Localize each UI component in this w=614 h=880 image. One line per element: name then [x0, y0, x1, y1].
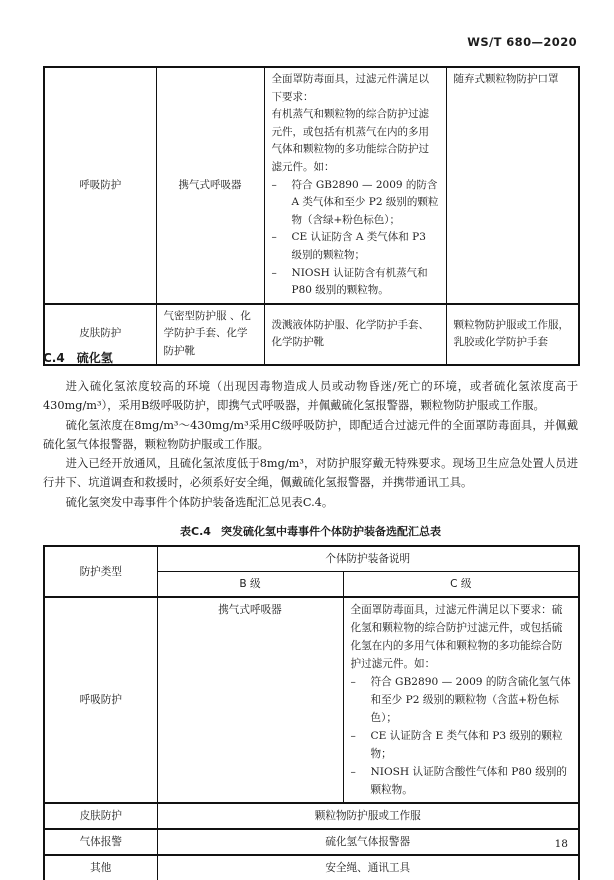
table-row-other: [44, 855, 579, 880]
cell-level-b: 气密型防护服 、化学防护手套、化学防护靴: [156, 304, 264, 365]
paragraph: 硫化氢突发中毒事件个体防护装备选配汇总见表C.4。: [65, 495, 334, 509]
table-row-respiratory: [44, 597, 579, 803]
cell-protection-type: 其他: [44, 855, 157, 880]
header-level-b: B 级: [157, 572, 343, 598]
level-c-requirement: 全面罩防毒面具，过滤元件满足以下要求：硫化氢和颗粒物的综合防护过滤元件，或包括硫化氢在内的多用气体和颗粒物的多功能综合防护过滤元件。如：: [350, 604, 563, 670]
cell-level-c: [264, 67, 446, 304]
page-number: 18: [554, 838, 568, 850]
table-c4: [43, 545, 580, 880]
bullet-text: 符合 GB2890 — 2009 的防含 A 类气体和至少 P2 级别的颗粒物（含绿+粉色标色）；: [291, 178, 439, 226]
table-header-row-1: [44, 546, 579, 572]
cell-level-c: [343, 597, 579, 803]
cell-value: 硫化氢气体报警器: [157, 829, 579, 855]
dash-bullet-icon: –: [350, 766, 356, 778]
cell-value: 安全绳、通讯工具: [157, 855, 579, 880]
section-body: [43, 377, 578, 512]
bullet-text: NIOSH 认证防含有机蒸气和 P80 级别的颗粒物。: [291, 266, 428, 297]
caption-label: 表C.4: [180, 525, 211, 538]
bullet-text: 符合 GB2890 — 2009 的防含硫化氢气体和至少 P2 级别的颗粒物（含蓝+粉色标色）；: [370, 676, 571, 724]
bullet-text: CE 认证防含 A 类气体和 P3 级别的颗粒物；: [291, 231, 426, 261]
cell-protection-type: 皮肤防护: [44, 803, 157, 829]
list-item: [272, 177, 439, 230]
standard-number-header: WS/T 680—2020: [467, 35, 577, 49]
paragraph: 硫化氢浓度在8mg/m³～430mg/m³采用C级呼吸防护，即配适合过滤元件的全面罩防毒面具，并佩戴硫化氢气体报警器，颗粒物防护服或工作服。: [43, 418, 578, 451]
bullet-text: NIOSH 认证防含酸性气体和 P80 级别的颗粒物。: [370, 766, 567, 796]
table-row-skin: [44, 304, 579, 365]
header-equipment-description: 个体防护装备说明: [157, 546, 579, 572]
level-c-requirement-2: 有机蒸气和颗粒物的综合防护过滤元件，或包括有机蒸气在内的多用气体和颗粒物的多功能综合防护过滤元件。如：: [271, 108, 429, 173]
dash-bullet-icon: –: [271, 178, 277, 191]
dash-bullet-icon: –: [350, 676, 356, 688]
paragraph: 进入已经开放通风，且硫化氢浓度低于8mg/m³，对防护服穿戴无特殊要求。现场卫生应急处置人员进行井下、坑道调查和救援时，必须系好安全绳，佩戴硫化氢报警器，并携带通讯工具。: [43, 457, 578, 490]
level-c-requirement-1: 全面罩防毒面具，过滤元件满足以下要求：: [271, 73, 429, 103]
list-item: [272, 229, 439, 264]
caption-title: 突发硫化氢中毒事件个体防护装备选配汇总表: [220, 525, 441, 538]
cell-value: 颗粒物防护服或工作服: [157, 803, 579, 829]
header-level-c: C 级: [343, 572, 579, 598]
cell-level-b: 携气式呼吸器: [157, 597, 343, 803]
cell-level-d: 颗粒物防护服或工作服，乳胶或化学防护手套: [446, 304, 579, 365]
bullet-text: CE 认证防含 E 类气体和 P3 级别的颗粒物；: [370, 730, 563, 760]
cell-protection-type: 呼吸防护: [44, 597, 157, 803]
list-item: [351, 727, 572, 763]
list-item: [351, 673, 572, 727]
dash-bullet-icon: –: [271, 266, 277, 279]
section-number: C.4: [43, 351, 65, 365]
table-row-gas-alarm: [44, 829, 579, 855]
ppe-table-continued: [43, 66, 580, 366]
cell-level-d: 随弃式颗粒物防护口罩: [446, 67, 579, 304]
cell-level-c: 泼溅液体防护服、化学防护手套、化学防护靴: [264, 304, 446, 365]
table-row-respiratory: [44, 67, 579, 304]
cell-protection-type: 气体报警: [44, 829, 157, 855]
dash-bullet-icon: –: [350, 730, 356, 742]
paragraph: 进入硫化氢浓度较高的环境（出现因毒物造成人员或动物昏迷/死亡的环境，或者硫化氢浓度高于430mg/m³），采用B级呼吸防护，即携气式呼吸器，并佩戴硫化氢报警器，颗粒物防护服或工作服。: [43, 380, 578, 413]
section-title: 硫化氢: [76, 351, 113, 365]
dash-bullet-icon: –: [271, 231, 277, 244]
cell-protection-type: 皮肤防护: [44, 304, 156, 365]
header-protection-type: 防护类型: [44, 546, 157, 597]
cell-protection-type: 呼吸防护: [44, 67, 156, 304]
section-heading-c4: [43, 349, 113, 366]
cell-level-b: 携气式呼吸器: [156, 67, 264, 304]
list-item: [351, 763, 572, 799]
table-c4-caption: [43, 523, 578, 539]
list-item: [272, 265, 439, 300]
table-row-skin: [44, 803, 579, 829]
